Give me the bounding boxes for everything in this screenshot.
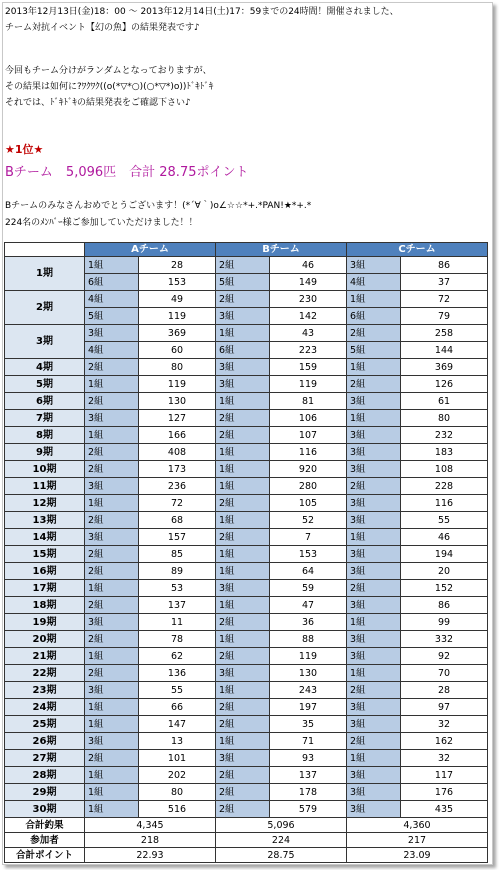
period-cell: 25期 (5, 716, 85, 733)
period-cell: 14期 (5, 529, 85, 546)
table-row (5, 359, 488, 376)
group-cell: 1組 (216, 461, 270, 478)
group-cell: 1組 (85, 767, 139, 784)
group-cell: 3組 (216, 580, 270, 597)
table-row (5, 444, 488, 461)
group-cell: 2組 (85, 359, 139, 376)
catch-count-cell: 61 (401, 393, 488, 410)
catch-count-cell: 119 (139, 376, 216, 393)
period-cell: 6期 (5, 393, 85, 410)
group-cell: 2組 (216, 257, 270, 274)
summary-row (5, 833, 488, 848)
group-cell: 3組 (347, 495, 401, 512)
table-header-row (5, 243, 488, 257)
group-cell: 2組 (85, 546, 139, 563)
group-cell: 2組 (216, 410, 270, 427)
summary-row (5, 818, 488, 833)
catch-count-cell: 72 (401, 291, 488, 308)
catch-count-cell: 62 (139, 648, 216, 665)
group-cell: 1組 (85, 580, 139, 597)
group-cell: 3組 (347, 461, 401, 478)
catch-count-cell: 136 (139, 665, 216, 682)
catch-count-cell: 166 (139, 427, 216, 444)
period-cell: 4期 (5, 359, 85, 376)
catch-count-cell: 178 (270, 784, 347, 801)
summary-value: 218 (85, 833, 216, 848)
catch-count-cell: 28 (401, 682, 488, 699)
summary-label: 参加者 (5, 833, 85, 848)
catch-count-cell: 119 (270, 376, 347, 393)
table-row (5, 291, 488, 308)
period-cell: 3期 (5, 325, 85, 359)
catch-count-cell: 32 (401, 716, 488, 733)
table-row (5, 563, 488, 580)
table-row (5, 597, 488, 614)
group-cell: 6組 (216, 342, 270, 359)
period-cell: 11期 (5, 478, 85, 495)
group-cell: 4組 (347, 274, 401, 291)
catch-count-cell: 130 (139, 393, 216, 410)
group-cell: 1組 (85, 699, 139, 716)
catch-count-cell: 47 (270, 597, 347, 614)
group-cell: 1組 (347, 410, 401, 427)
table-row (5, 614, 488, 631)
catch-count-cell: 144 (401, 342, 488, 359)
group-cell: 3組 (85, 614, 139, 631)
catch-count-cell: 55 (401, 512, 488, 529)
catch-count-cell: 86 (401, 257, 488, 274)
group-cell: 3組 (85, 529, 139, 546)
catch-count-cell: 162 (401, 733, 488, 750)
results-table (4, 242, 488, 863)
group-cell: 2組 (85, 597, 139, 614)
group-cell: 3組 (85, 410, 139, 427)
catch-count-cell: 89 (139, 563, 216, 580)
table-row (5, 495, 488, 512)
catch-count-cell: 97 (401, 699, 488, 716)
table-row (5, 512, 488, 529)
group-cell: 2組 (216, 784, 270, 801)
summary-value: 4,345 (85, 818, 216, 833)
period-cell: 20期 (5, 631, 85, 648)
period-cell: 10期 (5, 461, 85, 478)
group-cell: 2組 (216, 648, 270, 665)
catch-count-cell: 64 (270, 563, 347, 580)
group-cell: 2組 (347, 580, 401, 597)
catch-count-cell: 153 (270, 546, 347, 563)
intro-line: 2013年12月13日(金)18：00 ～ 2013年12月14日(土)17：59までの24時間！開催されました、 (5, 7, 399, 17)
intro-line: その結果は如何に?ﾜｸﾜｸ((o(*▽*○)(○*▽*)o))ﾄﾞｷﾄﾞｷ (5, 82, 214, 92)
table-row (5, 393, 488, 410)
group-cell: 1組 (216, 563, 270, 580)
group-cell: 3組 (347, 427, 401, 444)
group-cell: 4組 (85, 291, 139, 308)
period-cell: 24期 (5, 699, 85, 716)
group-cell: 1組 (85, 376, 139, 393)
group-cell: 3組 (347, 784, 401, 801)
catch-count-cell: 119 (139, 308, 216, 325)
group-cell: 2組 (216, 495, 270, 512)
summary-value: 28.75 (216, 848, 347, 863)
catch-count-cell: 159 (270, 359, 347, 376)
catch-count-cell: 243 (270, 682, 347, 699)
table-row (5, 682, 488, 699)
period-cell: 17期 (5, 580, 85, 597)
winner-announcement: Bチーム 5,096匹 合計 28.75ポイント (5, 165, 249, 180)
period-cell: 30期 (5, 801, 85, 818)
catch-count-cell: 49 (139, 291, 216, 308)
summary-value: 224 (216, 833, 347, 848)
table-row (5, 699, 488, 716)
period-cell: 7期 (5, 410, 85, 427)
group-cell: 3組 (347, 597, 401, 614)
catch-count-cell: 81 (270, 393, 347, 410)
period-cell: 1期 (5, 257, 85, 291)
group-cell: 3組 (85, 478, 139, 495)
group-cell: 6組 (85, 274, 139, 291)
summary-row (5, 848, 488, 863)
period-cell: 2期 (5, 291, 85, 325)
group-cell: 5組 (216, 274, 270, 291)
catch-count-cell: 60 (139, 342, 216, 359)
group-cell: 2組 (85, 665, 139, 682)
table-row (5, 580, 488, 597)
catch-count-cell: 369 (401, 359, 488, 376)
catch-count-cell: 80 (139, 359, 216, 376)
group-cell: 3組 (347, 563, 401, 580)
catch-count-cell: 106 (270, 410, 347, 427)
catch-count-cell: 117 (401, 767, 488, 784)
catch-count-cell: 435 (401, 801, 488, 818)
group-cell: 2組 (85, 393, 139, 410)
catch-count-cell: 101 (139, 750, 216, 767)
catch-count-cell: 53 (139, 580, 216, 597)
period-cell: 16期 (5, 563, 85, 580)
catch-count-cell: 72 (139, 495, 216, 512)
catch-count-cell: 230 (270, 291, 347, 308)
group-cell: 5組 (347, 342, 401, 359)
catch-count-cell: 7 (270, 529, 347, 546)
catch-count-cell: 46 (270, 257, 347, 274)
group-cell: 3組 (347, 648, 401, 665)
table-row (5, 257, 488, 274)
group-cell: 2組 (85, 512, 139, 529)
catch-count-cell: 80 (139, 784, 216, 801)
catch-count-cell: 116 (401, 495, 488, 512)
catch-count-cell: 70 (401, 665, 488, 682)
catch-count-cell: 46 (401, 529, 488, 546)
catch-count-cell: 99 (401, 614, 488, 631)
catch-count-cell: 516 (139, 801, 216, 818)
summary-value: 23.09 (347, 848, 488, 863)
table-row (5, 784, 488, 801)
table-row (5, 648, 488, 665)
summary-value: 22.93 (85, 848, 216, 863)
catch-count-cell: 71 (270, 733, 347, 750)
group-cell: 1組 (347, 529, 401, 546)
group-cell: 3組 (347, 631, 401, 648)
table-row (5, 427, 488, 444)
group-cell: 1組 (85, 495, 139, 512)
catch-count-cell: 11 (139, 614, 216, 631)
catch-count-cell: 68 (139, 512, 216, 529)
period-cell: 12期 (5, 495, 85, 512)
catch-count-cell: 137 (139, 597, 216, 614)
catch-count-cell: 280 (270, 478, 347, 495)
intro-line: それでは、ﾄﾞｷﾄﾞｷの結果発表をご確認下さい♪ (5, 98, 191, 108)
intro-line: チーム対抗イベント【幻の魚】の結果発表です♪ (5, 23, 200, 33)
catch-count-cell: 93 (270, 750, 347, 767)
group-cell: 4組 (85, 342, 139, 359)
table-row (5, 665, 488, 682)
catch-count-cell: 127 (139, 410, 216, 427)
group-cell: 1組 (347, 614, 401, 631)
table-row (5, 376, 488, 393)
group-cell: 1組 (216, 478, 270, 495)
catch-count-cell: 116 (270, 444, 347, 461)
group-cell: 1組 (347, 291, 401, 308)
catch-count-cell: 119 (270, 648, 347, 665)
group-cell: 1組 (347, 750, 401, 767)
table-row (5, 478, 488, 495)
table-row (5, 529, 488, 546)
catch-count-cell: 142 (270, 308, 347, 325)
group-cell: 3組 (216, 376, 270, 393)
catch-count-cell: 147 (139, 716, 216, 733)
group-cell: 3組 (216, 750, 270, 767)
group-cell: 1組 (216, 546, 270, 563)
table-row (5, 631, 488, 648)
catch-count-cell: 176 (401, 784, 488, 801)
group-cell: 3組 (347, 393, 401, 410)
group-cell: 2組 (216, 801, 270, 818)
catch-count-cell: 579 (270, 801, 347, 818)
period-cell: 21期 (5, 648, 85, 665)
group-cell: 2組 (85, 563, 139, 580)
catch-count-cell: 37 (401, 274, 488, 291)
catch-count-cell: 920 (270, 461, 347, 478)
table-row (5, 716, 488, 733)
table-row (5, 767, 488, 784)
catch-count-cell: 232 (401, 427, 488, 444)
congrats-line: Bチームのみなさんおめでとうございます！(*´∀｀)o∠☆☆*+.*PAN!★*+.* (5, 201, 312, 211)
period-cell: 18期 (5, 597, 85, 614)
period-cell: 27期 (5, 750, 85, 767)
group-cell: 3組 (347, 257, 401, 274)
group-cell: 1組 (85, 648, 139, 665)
period-cell: 5期 (5, 376, 85, 393)
group-cell: 6組 (347, 308, 401, 325)
group-cell: 1組 (85, 784, 139, 801)
period-cell: 8期 (5, 427, 85, 444)
group-cell: 2組 (216, 716, 270, 733)
catch-count-cell: 59 (270, 580, 347, 597)
team-b-header: Bチーム (216, 243, 347, 257)
catch-count-cell: 137 (270, 767, 347, 784)
catch-count-cell: 78 (139, 631, 216, 648)
catch-count-cell: 408 (139, 444, 216, 461)
catch-count-cell: 92 (401, 648, 488, 665)
group-cell: 1組 (216, 682, 270, 699)
group-cell: 1組 (347, 359, 401, 376)
catch-count-cell: 108 (401, 461, 488, 478)
group-cell: 2組 (347, 682, 401, 699)
group-cell: 5組 (85, 308, 139, 325)
group-cell: 1組 (85, 257, 139, 274)
table-row (5, 461, 488, 478)
catch-count-cell: 107 (270, 427, 347, 444)
catch-count-cell: 332 (401, 631, 488, 648)
catch-count-cell: 13 (139, 733, 216, 750)
group-cell: 1組 (216, 512, 270, 529)
period-cell: 23期 (5, 682, 85, 699)
group-cell: 2組 (216, 427, 270, 444)
catch-count-cell: 183 (401, 444, 488, 461)
group-cell: 2組 (347, 376, 401, 393)
group-cell: 3組 (347, 716, 401, 733)
table-row (5, 410, 488, 427)
catch-count-cell: 36 (270, 614, 347, 631)
catch-count-cell: 152 (401, 580, 488, 597)
catch-count-cell: 202 (139, 767, 216, 784)
catch-count-cell: 258 (401, 325, 488, 342)
catch-count-cell: 223 (270, 342, 347, 359)
header-blank-cell (5, 243, 85, 257)
period-cell: 9期 (5, 444, 85, 461)
group-cell: 2組 (85, 461, 139, 478)
group-cell: 3組 (85, 325, 139, 342)
group-cell: 3組 (216, 308, 270, 325)
catch-count-cell: 28 (139, 257, 216, 274)
catch-count-cell: 236 (139, 478, 216, 495)
group-cell: 2組 (85, 631, 139, 648)
group-cell: 3組 (347, 699, 401, 716)
catch-count-cell: 105 (270, 495, 347, 512)
catch-count-cell: 157 (139, 529, 216, 546)
team-a-header: Aチーム (85, 243, 216, 257)
catch-count-cell: 32 (401, 750, 488, 767)
table-row (5, 750, 488, 767)
table-row (5, 546, 488, 563)
group-cell: 2組 (347, 325, 401, 342)
group-cell: 2組 (347, 733, 401, 750)
group-cell: 1組 (85, 801, 139, 818)
group-cell: 2組 (216, 767, 270, 784)
group-cell: 3組 (85, 682, 139, 699)
summary-value: 5,096 (216, 818, 347, 833)
catch-count-cell: 228 (401, 478, 488, 495)
table-row (5, 733, 488, 750)
catch-count-cell: 86 (401, 597, 488, 614)
group-cell: 3組 (347, 767, 401, 784)
rank-label: ★1位★ (5, 143, 44, 156)
group-cell: 1組 (347, 665, 401, 682)
period-cell: 15期 (5, 546, 85, 563)
group-cell: 1組 (216, 325, 270, 342)
group-cell: 3組 (347, 444, 401, 461)
catch-count-cell: 35 (270, 716, 347, 733)
catch-count-cell: 88 (270, 631, 347, 648)
group-cell: 3組 (216, 665, 270, 682)
group-cell: 3組 (347, 801, 401, 818)
group-cell: 3組 (347, 512, 401, 529)
intro-line: 今回もチーム分けがランダムとなっておりますが、 (5, 66, 212, 76)
catch-count-cell: 126 (401, 376, 488, 393)
period-cell: 26期 (5, 733, 85, 750)
catch-count-cell: 153 (139, 274, 216, 291)
team-c-header: Cチーム (347, 243, 488, 257)
catch-count-cell: 194 (401, 546, 488, 563)
group-cell: 3組 (85, 733, 139, 750)
catch-count-cell: 43 (270, 325, 347, 342)
group-cell: 2組 (85, 444, 139, 461)
group-cell: 1組 (216, 393, 270, 410)
group-cell: 1組 (216, 597, 270, 614)
catch-count-cell: 66 (139, 699, 216, 716)
catch-count-cell: 173 (139, 461, 216, 478)
catch-count-cell: 20 (401, 563, 488, 580)
catch-count-cell: 55 (139, 682, 216, 699)
catch-count-cell: 149 (270, 274, 347, 291)
catch-count-cell: 79 (401, 308, 488, 325)
group-cell: 2組 (216, 291, 270, 308)
group-cell: 2組 (216, 699, 270, 716)
group-cell: 2組 (216, 529, 270, 546)
group-cell: 1組 (216, 631, 270, 648)
period-cell: 19期 (5, 614, 85, 631)
summary-label: 合計ポイント (5, 848, 85, 863)
group-cell: 2組 (85, 750, 139, 767)
group-cell: 1組 (216, 733, 270, 750)
group-cell: 3組 (347, 546, 401, 563)
summary-label: 合計釣果 (5, 818, 85, 833)
period-cell: 28期 (5, 767, 85, 784)
catch-count-cell: 369 (139, 325, 216, 342)
group-cell: 1組 (216, 444, 270, 461)
catch-count-cell: 52 (270, 512, 347, 529)
table-row (5, 801, 488, 818)
congrats-line: 224名のﾒﾝﾊﾞｰ様ご参加していただけました！！ (5, 218, 198, 228)
catch-count-cell: 130 (270, 665, 347, 682)
group-cell: 1組 (85, 716, 139, 733)
summary-value: 217 (347, 833, 488, 848)
group-cell: 2組 (347, 478, 401, 495)
period-cell: 13期 (5, 512, 85, 529)
period-cell: 29期 (5, 784, 85, 801)
catch-count-cell: 197 (270, 699, 347, 716)
catch-count-cell: 80 (401, 410, 488, 427)
catch-count-cell: 85 (139, 546, 216, 563)
table-row (5, 325, 488, 342)
group-cell: 2組 (216, 614, 270, 631)
group-cell: 3組 (216, 359, 270, 376)
period-cell: 22期 (5, 665, 85, 682)
summary-value: 4,360 (347, 818, 488, 833)
group-cell: 1組 (85, 427, 139, 444)
